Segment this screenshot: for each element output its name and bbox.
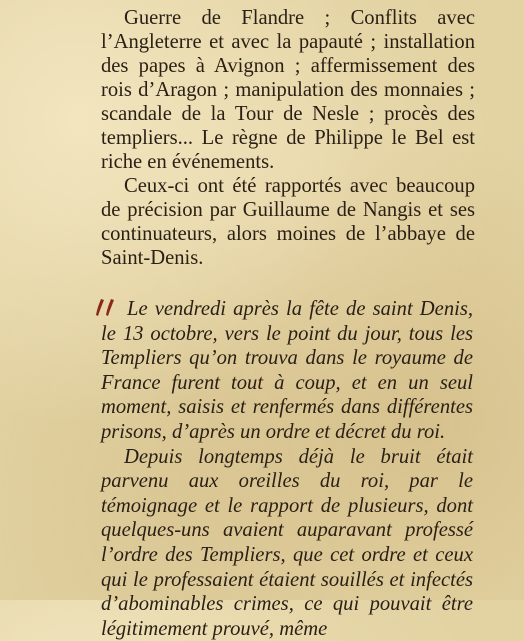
quote-section <box>101 297 473 641</box>
quote-paragraph-text: Le vendredi après la fête de saint Denis, le 13 octobre, vers le point du jour, tous les Templiers qu’on trouva dans le royaume de France furent tout à coup, et en un seul moment, saisis et renfermés dans différentes prisons, d’après un ordre et décret du roi. <box>101 298 473 443</box>
quote-paragraph: Depuis longtemps déjà le bruit était parvenu aux oreilles du roi, par le témoignage et le rapport de plusieurs, dont quelques-uns avaient auparavant professé l’ordre des Templiers, que cet ordre et ceux qui le professaient étaient souillés et infectés d’abominables crimes, ce qui pouvait être légitimement prouvé, même <box>101 445 473 640</box>
quote-paragraph <box>101 297 473 445</box>
intro-paragraph: Guerre de Flandre ; Conflits avec l’Angleterre et avec la papauté ; installation des papes à Avignon ; affermissement des rois d’Aragon ; manipulation des monnaies ; scandale de la Tour de Nesle ; procès des templiers... Le règne de Philippe le Bel est riche en événements. <box>101 7 475 173</box>
intro-section <box>101 6 475 270</box>
intro-paragraph: Ceux-ci ont été rapportés avec beaucoup de précision par Guillaume de Nangis et ses continuateurs, alors moines de l’abbaye de Saint-Denis. <box>101 175 475 269</box>
